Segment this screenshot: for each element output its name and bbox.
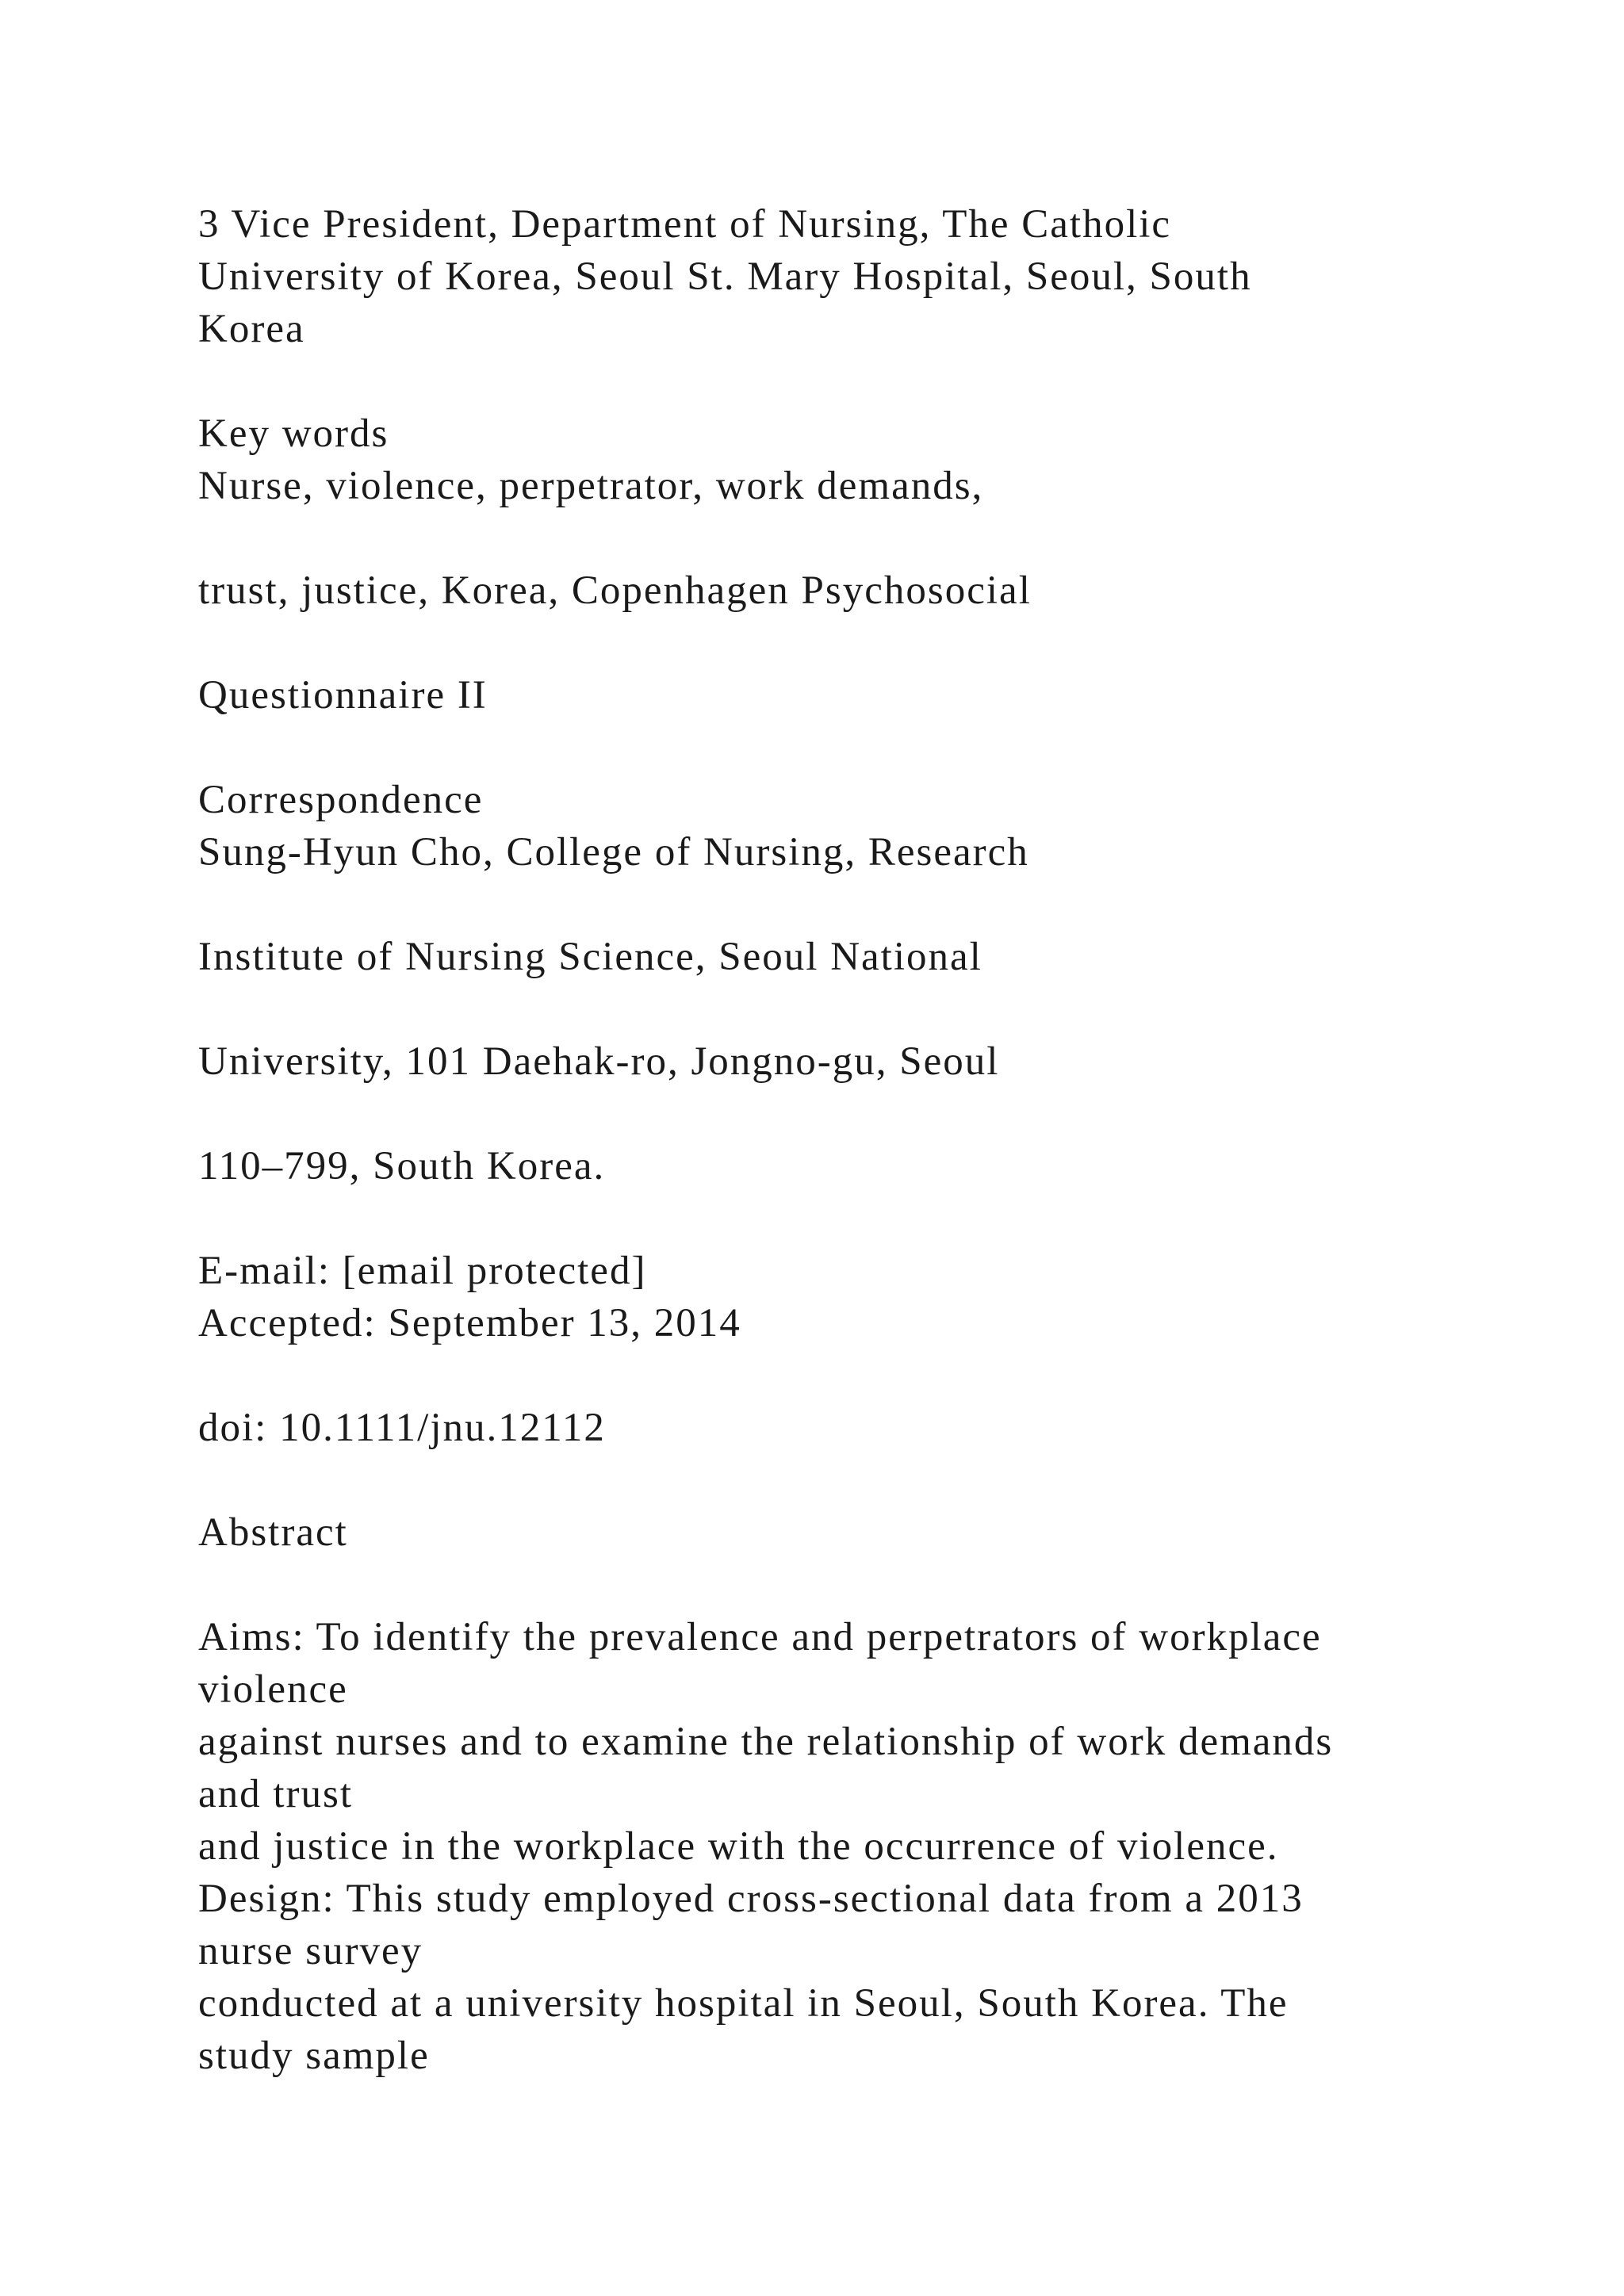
- affiliation-line-3: Korea: [198, 307, 305, 351]
- keywords-line-2: trust, justice, Korea, Copenhagen Psychosocial: [198, 568, 1032, 613]
- abstract-line-8: conducted at a university hospital in Seoul, South Korea. The: [198, 1981, 1289, 2026]
- accepted-line: Accepted: September 13, 2014: [198, 1301, 741, 1345]
- abstract-line-2: violence: [198, 1667, 348, 1712]
- correspondence-line-2: Institute of Nursing Science, Seoul National: [198, 935, 982, 979]
- affiliation-line-1: 3 Vice President, Department of Nursing, The Catholic: [198, 202, 1172, 247]
- keywords-heading: Key words: [198, 411, 389, 456]
- abstract-line-3: against nurses and to examine the relationship of work demands: [198, 1720, 1334, 1764]
- correspondence-line-1: Sung-Hyun Cho, College of Nursing, Research: [198, 830, 1029, 874]
- abstract-line-5: and justice in the workplace with the occurrence of violence.: [198, 1824, 1279, 1869]
- abstract-line-1: Aims: To identify the prevalence and perpetrators of workplace: [198, 1615, 1322, 1659]
- affiliation-line-2: University of Korea, Seoul St. Mary Hospital, Seoul, South: [198, 254, 1252, 299]
- abstract-heading: Abstract: [198, 1510, 348, 1555]
- doi-line: doi: 10.1111/jnu.12112: [198, 1406, 606, 1450]
- correspondence-line-3: University, 101 Daehak-ro, Jongno-gu, Seoul: [198, 1039, 1000, 1084]
- email-line: E-mail: [email protected]: [198, 1249, 647, 1293]
- abstract-line-4: and trust: [198, 1772, 354, 1816]
- abstract-line-6: Design: This study employed cross-sectional data from a 2013: [198, 1877, 1304, 1921]
- correspondence-line-4: 110–799, South Korea.: [198, 1144, 606, 1188]
- abstract-line-7: nurse survey: [198, 1929, 423, 1973]
- keywords-line-1: Nurse, violence, perpetrator, work demands,: [198, 464, 984, 508]
- keywords-line-3: Questionnaire II: [198, 673, 488, 718]
- abstract-line-9: study sample: [198, 2034, 430, 2078]
- correspondence-heading: Correspondence: [198, 778, 484, 822]
